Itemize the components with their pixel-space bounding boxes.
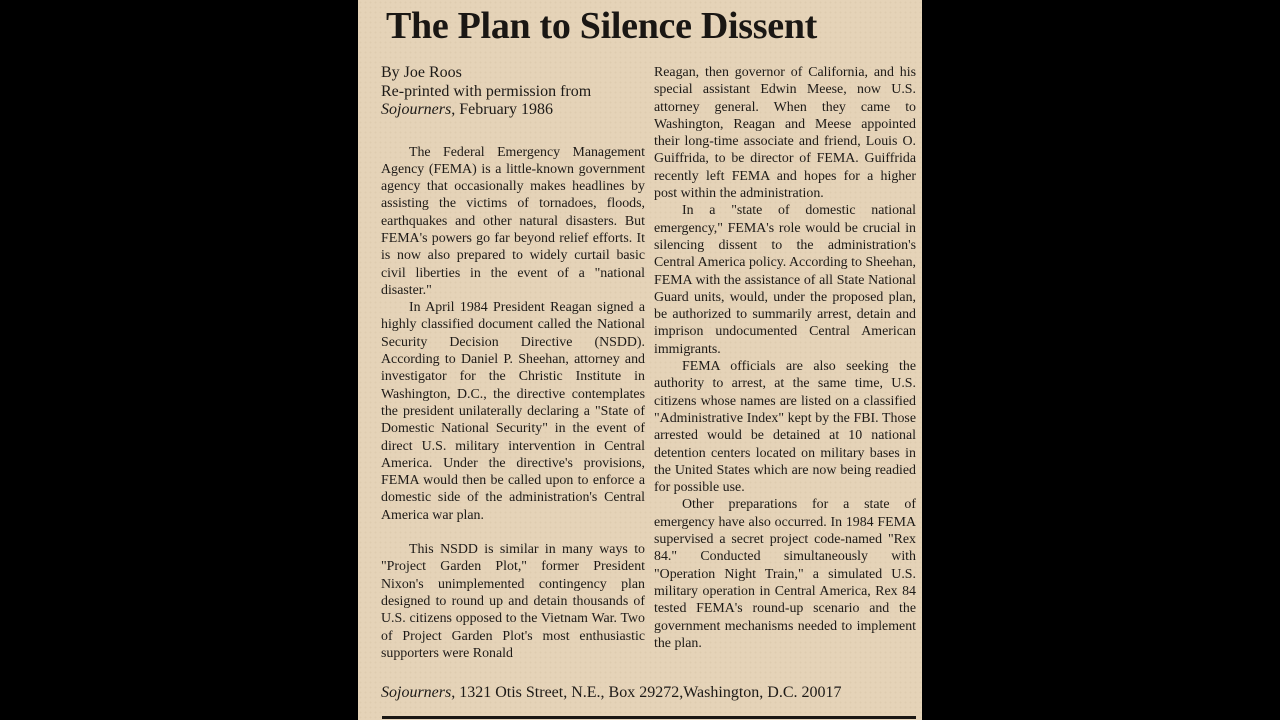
scanned-article-page [358, 0, 922, 720]
left-column [381, 64, 645, 662]
divider-rule [382, 716, 916, 719]
paragraph: In April 1984 President Reagan signed a highly classified document called the National Security Decision Directive (NSDD). According to Daniel P. Sheehan, attorney and investigator for the Christic Institute in Washington, D.C., the directive contemplates the president unilaterally declaring a "State of Domestic National Security" in the event of direct U.S. military intervention in Central America. Under the directive's provisions, FEMA would then be called upon to enforce a domestic side of the administration's Central America war plan. [381, 300, 645, 523]
source-date: , February 1986 [451, 101, 553, 118]
right-column [654, 64, 916, 652]
source-publication: Sojourners [381, 101, 452, 118]
publication-address [381, 684, 842, 702]
paragraph: This NSDD is similar in many ways to "Project Garden Plot," former President Nixon's unimplemented contingency plan designed to round up and detain thousands of U.S. citizens opposed to the Vietnam War. Two of Project Garden Plot's most enthusiastic supporters were Ronald [381, 542, 645, 661]
author: By Joe Roos [381, 64, 462, 81]
footer-address: , 1321 Otis Street, N.E., Box 29272,Washington, D.C. 20017 [451, 684, 842, 701]
paragraph: In a "state of domestic national emergency," FEMA's role would be crucial in silencing dissent to the administration's Central America policy. According to Sheehan, FEMA with the assistance of all State National Guard units, would, under the proposed plan, be authorized to summarily arrest, detain and imprison undocumented Central American immigrants. [654, 203, 916, 357]
paragraph: Reagan, then governor of California, and his special assistant Edwin Meese, now U.S. attorney general. When they came to Washington, Reagan and Meese appointed their long-time associate and friend, Louis O. Guiffrida, to be director of FEMA. Guiffrida recently left FEMA and hopes for a higher post within the administration. [654, 65, 916, 202]
paragraph: Other preparations for a state of emergency have also occurred. In 1984 FEMA supervised a secret project code-named "Rex 84." Conducted simultaneously with "Operation Night Train," a simulated U.S. military operation in Central America, Rex 84 tested FEMA's round-up scenario and the government mechanisms needed to implement the plan. [654, 497, 916, 651]
footer-publication: Sojourners [381, 684, 452, 701]
article-title: The Plan to Silence Dissent [386, 5, 818, 47]
paragraph: FEMA officials are also seeking the authority to arrest, at the same time, U.S. citizens whose names are listed on a classified "Administrative Index" kept by the FBI. Those arrested would be detained at 10 national detention centers located on military bases in the United States which are now being readied for possible use. [654, 359, 916, 496]
paragraph: The Federal Emergency Management Agency (FEMA) is a little-known government agency that occasionally makes headlines by assisting the victims of tornadoes, floods, earthquakes and other natural disasters. But FEMA's powers go far beyond relief efforts. It is now also prepared to widely curtail basic civil liberties in the event of a "national disaster." [381, 144, 645, 298]
byline [381, 64, 645, 120]
reprint-note: Re-printed with permission from [381, 82, 592, 100]
source-line [381, 101, 645, 120]
